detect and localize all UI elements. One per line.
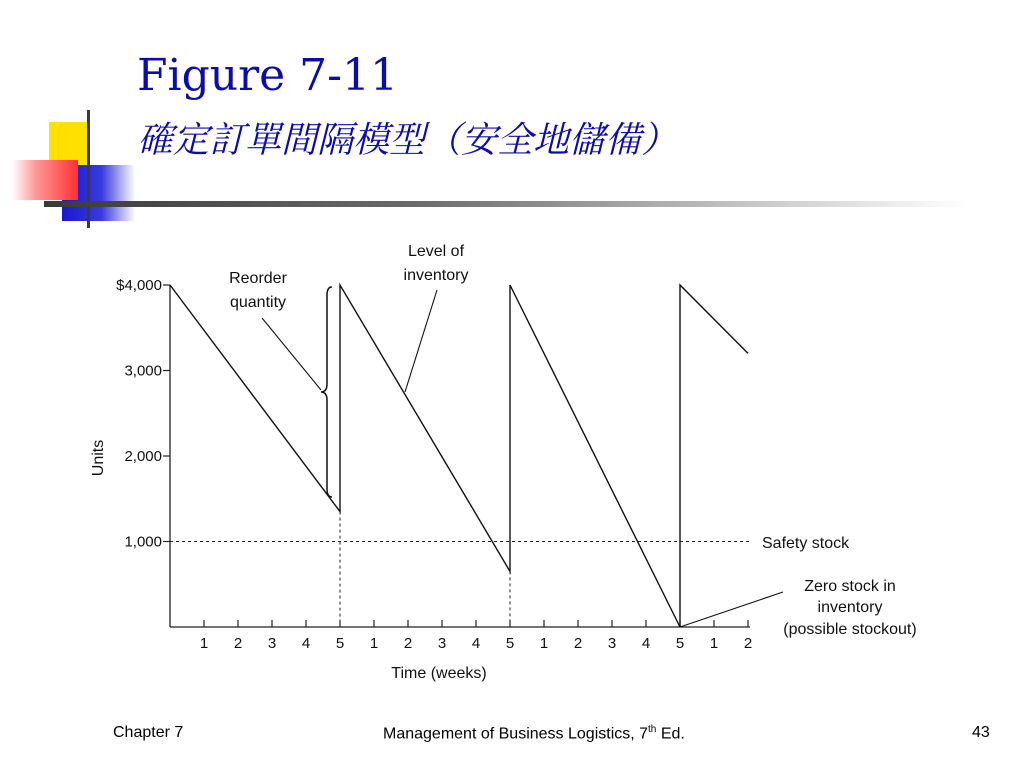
level-of-inventory-leader	[405, 290, 437, 392]
x-tick-label: 2	[743, 635, 753, 652]
footer-book-title-main: Management of Business Logistics, 7	[383, 725, 649, 743]
footer-book-title-end: Ed.	[656, 725, 685, 743]
x-tick-label: 3	[267, 635, 277, 652]
x-tick-label: 5	[335, 635, 345, 652]
x-tick-label: 5	[675, 635, 685, 652]
x-tick-label: 1	[709, 635, 719, 652]
zero-stock-leader	[680, 592, 783, 627]
x-tick-label: 1	[539, 635, 549, 652]
footer-book-title-sup: th	[648, 724, 657, 735]
x-tick-label: 4	[641, 635, 651, 652]
x-tick-label: 2	[403, 635, 413, 652]
y-axis-title: Units	[90, 439, 107, 477]
chart-series	[170, 285, 748, 627]
level-of-inventory-label-line1: Level of	[407, 243, 465, 260]
reorder-quantity-leader	[262, 318, 321, 390]
y-tick-label: 2,000	[124, 448, 162, 465]
x-tick-label: 3	[437, 635, 447, 652]
inventory-level-line	[170, 285, 748, 627]
slide-subtitle: 確定訂單間隔模型（安全地儲備）	[137, 120, 678, 161]
zero-stock-label-line2: inventory	[817, 599, 883, 616]
x-tick-label: 1	[199, 635, 209, 652]
chart-guides	[170, 512, 750, 627]
x-axis-title: Time (weeks)	[391, 665, 487, 682]
x-tick-label: 2	[573, 635, 583, 652]
level-of-inventory-label-line2: inventory	[403, 267, 469, 284]
y-tick-label: $4,000	[116, 277, 162, 294]
x-tick-label: 4	[471, 635, 481, 652]
reorder-quantity-brace	[321, 287, 332, 497]
slide-title: Figure 7-11	[137, 50, 399, 101]
x-tick-label: 2	[233, 635, 243, 652]
safety-stock-label: Safety stock	[762, 535, 850, 552]
x-tick-label: 3	[607, 635, 617, 652]
zero-stock-label-line3: (possible stockout)	[783, 621, 917, 638]
footer-page-number: 43	[972, 724, 990, 741]
y-tick-label: 3,000	[124, 362, 162, 380]
zero-stock-label-line1: Zero stock in	[804, 578, 896, 595]
x-tick-label: 4	[301, 635, 311, 652]
chart-axes	[170, 285, 750, 627]
footer-book-title	[383, 724, 685, 743]
x-tick-label: 1	[369, 635, 379, 652]
chart-annotations	[229, 243, 917, 638]
reorder-quantity-label-line2: quantity	[229, 294, 287, 311]
x-tick-label: 5	[505, 635, 515, 652]
chart-ticks	[90, 277, 752, 682]
y-tick-label: 1,000	[124, 533, 162, 551]
footer-chapter: Chapter 7	[113, 724, 184, 741]
reorder-quantity-label-line1: Reorder	[229, 270, 287, 287]
